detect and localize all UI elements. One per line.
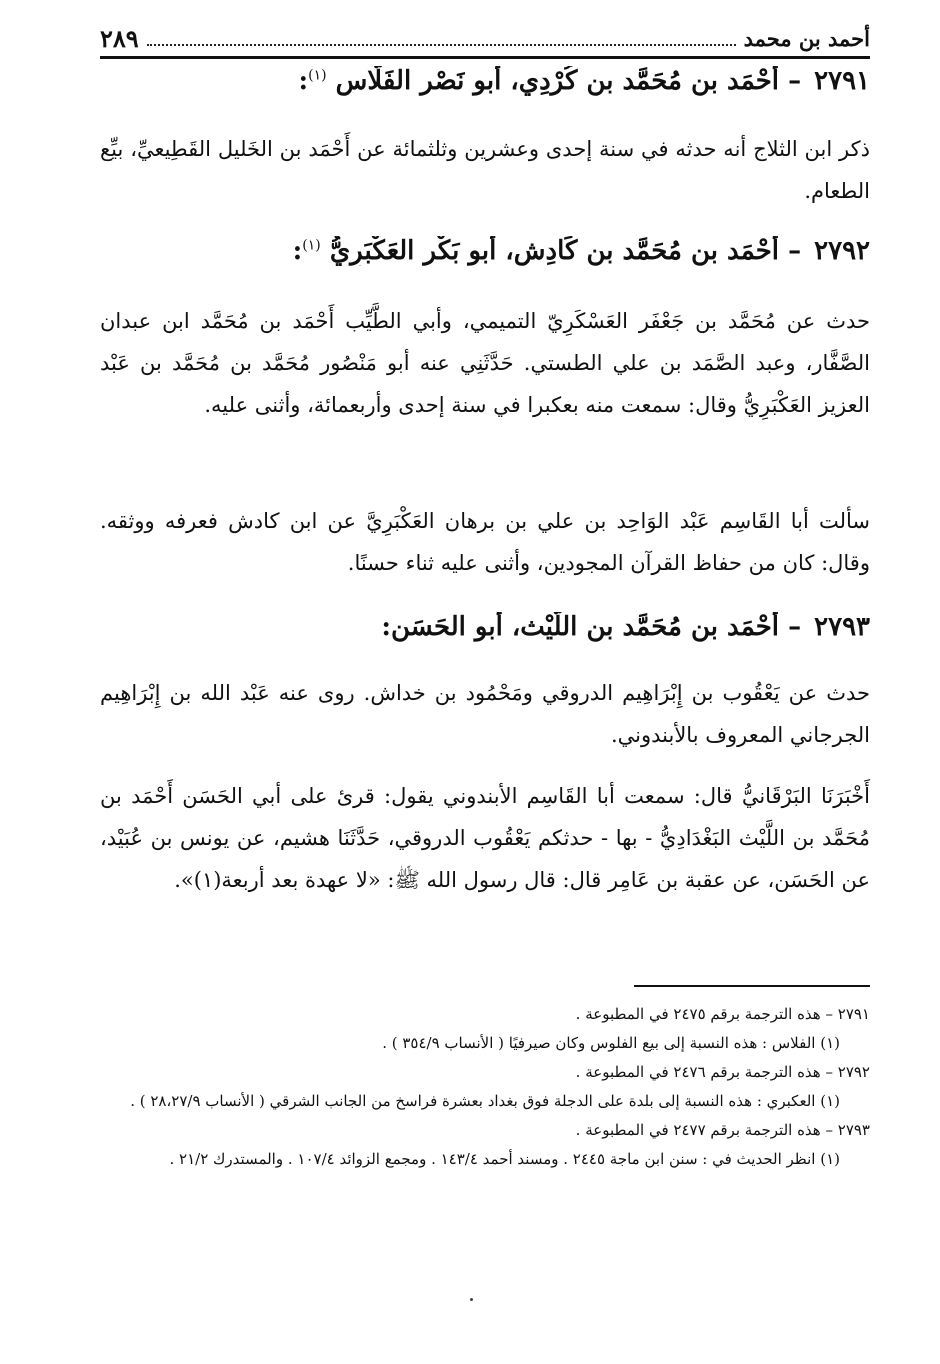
footnote-ref: (١)	[302, 237, 321, 254]
entry-title: – أَحْمَد بن مُحَمَّد بن اللَّيْث، أبو الحَسَن	[390, 612, 802, 642]
entry-paragraph: حدث عن يَعْقُوب بن إِبْرَاهِيم الدروقي ومَحْمُود بن خداش. روى عنه عَبْد الله بن إِبْرَاهِيم الجرجاني المعروف بالأبندوني.	[100, 681, 870, 747]
entry-title: – أَحْمَد بن مُحَمَّد بن كُرْدِي، أبو نَصْر الفَلَّاس	[335, 66, 802, 96]
entry-paragraph: أَخْبَرَنَا البَرْقَانيُّ قال: سمعت أبا القَاسِم الأبندوني يقول: قرئ على أبي الحَسَن أَحْمَد بن مُحَمَّد بن اللَّيْث البَغْدَادِيُّ - بها - حدثكم يَعْقُوب الدروقي، حَدَّثَنَا هشيم، عن يونس بن عُبَيْد، عن الحَسَن، عن عقبة بن عَامِر قال: قال رسول الله ﷺ: «لا عهدة بعد أربعة(١)».	[100, 784, 870, 892]
entry-heading-2791: ٢٧٩١ – أَحْمَد بن مُحَمَّد بن كُرْدِي، أبو نَصْر الفَلَّاس $^{(١)}$:	[298, 66, 870, 96]
entry-heading-2792: ٢٧٩٢ – أَحْمَد بن مُحَمَّد بن كَادِش، أبو بَكْر العَكْبَرِيُّ $^{(١)}$:	[292, 236, 870, 266]
entry-title: – أَحْمَد بن مُحَمَّد بن كَادِش، أبو بَكْر العَكْبَرِيُّ	[329, 236, 802, 266]
footnote-separator	[634, 985, 870, 987]
dotted-leader	[147, 30, 736, 46]
footnote-entry-note: ٢٧٩١ – هذه الترجمة برقم ٢٤٧٥ في المطبوعة .	[575, 1005, 870, 1023]
entry-number: ٢٧٩٢	[814, 236, 870, 266]
running-title: أحمد بن محمد	[743, 25, 870, 51]
entry-paragraph: حدث عن مُحَمَّد بن جَعْفَر العَسْكَرِيّ التميمي، وأبي الطَّيِّب أَحْمَد بن مُحَمَّد ابن عبدان الصَّفَّار، وعبد الصَّمَد بن علي الطستي. حَدَّثَنِي عنه أبو مَنْصُور مُحَمَّد بن مُحَمَّد بن عَبْد العزيز العَكْبَرِيُّ وقال: سمعت منه بعكبرا في سنة إحدى وأربعمائة، وأثنى عليه.	[100, 309, 870, 417]
running-header	[100, 20, 870, 59]
entry-heading-2793: ٢٧٩٣ – أَحْمَد بن مُحَمَّد بن اللَّيْث، أبو الحَسَن:	[381, 612, 870, 642]
footnote-entry-note: ٢٧٩٣ – هذه الترجمة برقم ٢٤٧٧ في المطبوعة .	[575, 1121, 870, 1139]
footnotes	[100, 1000, 870, 1174]
scan-speck	[470, 1298, 473, 1301]
footnote-item: (١) الفلاس : هذه النسبة إلى بيع الفلوس وكان صيرفيًا ( الأنساب ٣٥٤/٩ ) .	[382, 1034, 840, 1052]
footnote-item: (١) انظر الحديث في : سنن ابن ماجة ٢٤٤٥ . ومسند أحمد ١٤٣/٤ . ومجمع الزوائد ١٠٧/٤ . والمستدرك ٢١/٢ .	[169, 1150, 840, 1168]
footnote-item: (١) العكبري : هذه النسبة إلى بلدة على الدجلة فوق بغداد بعشرة فراسخ من الجانب الشرقي ( الأنساب ٢٨،٢٧/٩ ) .	[130, 1092, 840, 1110]
page-number: ٢٨٩	[100, 23, 139, 53]
book-page	[100, 0, 870, 1364]
entry-paragraph: سألت أبا القَاسِم عَبْد الوَاحِد بن علي بن برهان العَكْبَرِيَّ عن ابن كادش فعرفه ووثقه. وقال: كان من حفاظ القرآن المجودين، وأثنى عليه ثناء حسنًا.	[100, 509, 870, 575]
entry-paragraph: ذكر ابن الثلاج أنه حدثه في سنة إحدى وعشرين وثلثمائة عن أَحْمَد بن الخَليل القَطِيعيِّ، بيِّع الطعام.	[100, 137, 870, 203]
footnote-entry-note: ٢٧٩٢ – هذه الترجمة برقم ٢٤٧٦ في المطبوعة .	[575, 1063, 870, 1081]
entry-number: ٢٧٩١	[814, 66, 870, 96]
footnote-ref: (١)	[308, 67, 327, 84]
entry-number: ٢٧٩٣	[814, 612, 870, 642]
